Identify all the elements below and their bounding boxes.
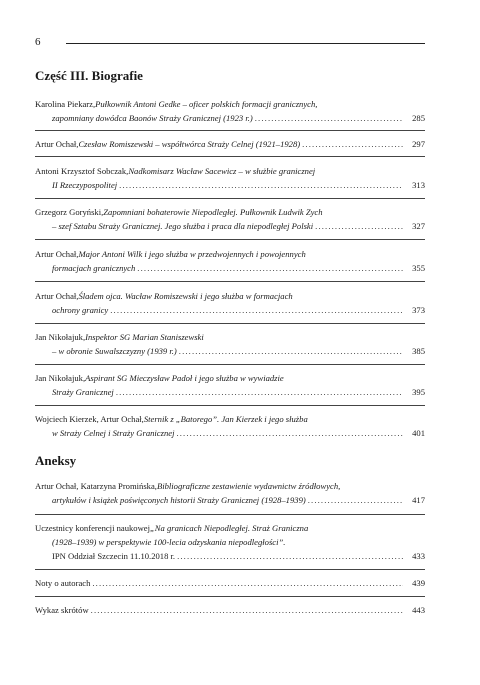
toc-entry[interactable] — [35, 97, 425, 125]
entry-author: Artur Ochał, Katarzyna Promińska, — [35, 481, 157, 491]
dot-leader — [255, 111, 403, 125]
entry-page: 297 — [412, 139, 425, 149]
entry-author: Wojciech Kierzek, Artur Ochał, — [35, 414, 144, 424]
entry-title: Śladem ojca. Wacław Romiszewski i jego służba w formacjach — [78, 291, 293, 301]
dot-leader — [119, 178, 403, 192]
entry-page: 417 — [412, 495, 425, 505]
entry-author: Karolina Piekarz, — [35, 99, 96, 109]
entry-page: 285 — [412, 113, 425, 123]
entry-divider — [35, 405, 425, 406]
entry-author: Jan Nikołajuk, — [35, 373, 86, 383]
entry-author: Artur Ochał, — [35, 249, 79, 259]
entry-divider — [35, 569, 425, 570]
entry-title-cont: ochrony granicy — [52, 305, 109, 315]
toc-entry[interactable] — [35, 521, 425, 563]
section-title-aneksy: Aneksy — [35, 453, 77, 468]
entry-title: „Na granicach Niepodległej. Straż Graniczna — [150, 523, 309, 533]
entry-page: 443 — [412, 605, 425, 615]
entry-page: 401 — [412, 428, 425, 438]
entry-divider — [35, 364, 425, 365]
toc-entry[interactable] — [35, 330, 425, 358]
entry-title: Bibliograficzne zestawienie wydawnictw źródłowych, — [156, 481, 341, 491]
dot-leader — [91, 603, 403, 617]
entry-title: Wykaz skrótów — [35, 605, 89, 615]
toc-entry[interactable] — [35, 164, 425, 192]
toc-entry[interactable] — [35, 205, 425, 233]
toc-entry[interactable] — [35, 289, 425, 317]
dot-leader — [315, 219, 403, 233]
entry-title-cont: (1928–1939) w perspektywie 100-lecia odzyskania niepodległości”. — [52, 537, 286, 547]
dot-leader — [110, 303, 403, 317]
entry-title-cont: IPN Oddział Szczecin 11.10.2018 r. — [52, 551, 176, 561]
toc-entry[interactable] — [35, 603, 425, 617]
toc-entry[interactable] — [35, 412, 425, 440]
entry-divider — [35, 514, 425, 515]
entry-author: Jan Nikołajuk, — [35, 332, 86, 342]
entry-title-cont: w Straży Celnej i Straży Granicznej — [52, 428, 175, 438]
entry-title-cont: formacjach granicznych — [52, 263, 136, 273]
entry-title: Major Antoni Wilk i jego służba w przedwojennych i powojennych — [78, 249, 306, 259]
dot-leader — [308, 493, 403, 507]
header-rule — [66, 43, 425, 44]
dot-leader — [179, 344, 403, 358]
entry-title: Nadkomisarz Wacław Sacewicz – w służbie granicznej — [128, 166, 316, 176]
entry-title: Pułkownik Antoni Gedke – oficer polskich formacji granicznych, — [95, 99, 318, 109]
entry-author: Uczestnicy konferencji naukowej — [35, 523, 151, 533]
entry-title: Inspektor SG Marian Staniszewski — [85, 332, 204, 342]
entry-author: Antoni Krzysztof Sobczak, — [35, 166, 129, 176]
entry-divider — [35, 156, 425, 157]
entry-title-cont: Straży Granicznej — [52, 387, 114, 397]
entry-divider — [35, 281, 425, 282]
entry-title: Noty o autorach — [35, 578, 91, 588]
entry-title-cont: zapomniany dowódca Baonów Straży Granicznej (1923 r.) — [52, 113, 253, 123]
entry-page: 373 — [412, 305, 425, 315]
dot-leader — [137, 261, 403, 275]
toc-entry[interactable] — [35, 371, 425, 399]
entry-divider — [35, 323, 425, 324]
entry-title: Czesław Romiszewski – współtwórca Straży Celnej (1921–1928) — [78, 139, 301, 149]
entry-divider — [35, 239, 425, 240]
entry-divider — [35, 130, 425, 131]
entry-author: Artur Ochał, — [35, 139, 79, 149]
dot-leader — [92, 576, 403, 590]
entry-title-cont: – szef Sztabu Straży Granicznej. Jego służba i praca dla niepodległej Polski — [52, 221, 314, 231]
entry-page: 313 — [412, 180, 425, 190]
entry-title: Aspirant SG Mieczysław Padoł i jego służba w wywiadzie — [85, 373, 284, 383]
entry-title-cont: artykułów i książek poświęconych historii Straży Granicznej (1928–1939) — [52, 495, 306, 505]
dot-leader — [177, 549, 403, 563]
entry-divider — [35, 596, 425, 597]
entry-page: 433 — [412, 551, 425, 561]
page-number: 6 — [35, 36, 41, 48]
entry-author: Artur Ochał, — [35, 291, 79, 301]
entry-page: 395 — [412, 387, 425, 397]
toc-entry[interactable] — [35, 137, 425, 151]
dot-leader — [176, 426, 403, 440]
entry-page: 355 — [412, 263, 425, 273]
entry-page: 385 — [412, 346, 425, 356]
dot-leader — [302, 137, 403, 151]
entry-author: Grzegorz Goryński, — [35, 207, 104, 217]
entry-page: 439 — [412, 578, 425, 588]
toc-entry[interactable] — [35, 576, 425, 590]
entry-title: Zapomniani bohaterowie Niepodległej. Pułkownik Ludwik Zych — [103, 207, 323, 217]
toc-entry[interactable] — [35, 247, 425, 275]
section-title-biografie: Część III. Biografie — [35, 68, 143, 83]
toc-entry[interactable] — [35, 479, 425, 507]
dot-leader — [116, 385, 403, 399]
entry-page: 327 — [412, 221, 425, 231]
entry-title: Sternik z „Batorego”. Jan Kierzek i jego służba — [143, 414, 308, 424]
entry-title-cont: – w obronie Suwalszczyzny (1939 r.) — [52, 346, 177, 356]
entry-divider — [35, 198, 425, 199]
entry-title-cont: II Rzeczypospolitej — [52, 180, 118, 190]
